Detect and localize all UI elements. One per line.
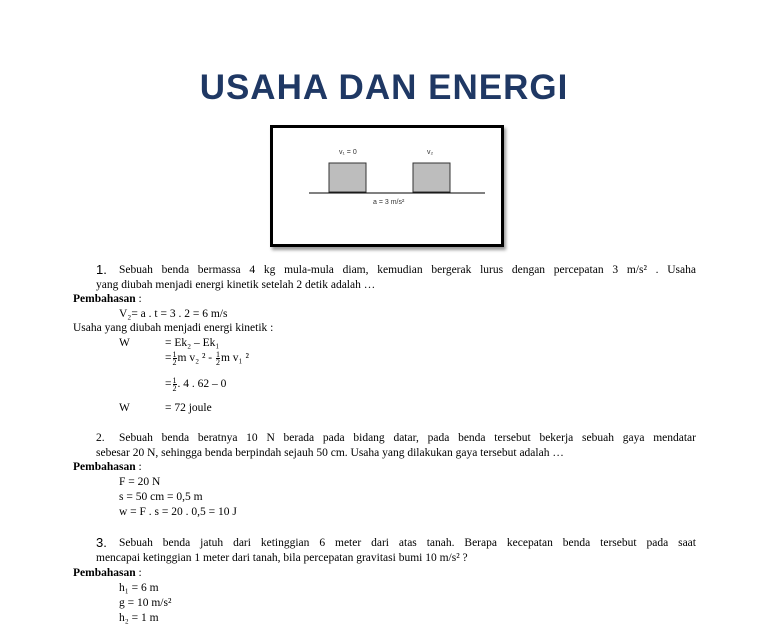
block-initial <box>329 163 366 192</box>
problem-2-f: F = 20 N <box>119 476 161 488</box>
problem-2-s: s = 50 cm = 0,5 m <box>119 491 203 503</box>
problem-2-line-1: Sebuah benda beratnya 10 N berada pada bidang datar, pada benda tersebut bekerja sebuah gaya mendatar <box>119 432 696 444</box>
eq-sign: = <box>165 352 172 365</box>
problem-3-h2: h₂ = 1 m <box>119 612 159 624</box>
w-eq-2 <box>165 351 249 366</box>
v2-label: v₂ <box>427 149 434 156</box>
acceleration-label: a = 3 m/s² <box>373 199 405 206</box>
frac-num: 1 <box>172 376 177 385</box>
problem-1-number: 1. <box>96 262 107 277</box>
problem-1-line-1: Sebuah benda bermassa 4 kg mula-mula diam, kemudian bergerak lurus dengan percepatan 3 m/s² . Usaha <box>119 264 696 276</box>
colon: : <box>138 567 142 579</box>
motion-diagram <box>270 125 504 247</box>
frac-den: 2 <box>215 358 220 367</box>
problem-2-heading <box>73 460 142 474</box>
problem-3-g: g = 10 m/s² <box>119 597 172 609</box>
block-final <box>413 163 450 192</box>
heading-text: Pembahasan <box>73 293 136 305</box>
w-eq-2b-text: m v₁ ² <box>220 352 249 365</box>
frac-den: 2 <box>172 358 177 367</box>
problem-3-number: 3. <box>96 535 107 550</box>
page-title: USAHA DAN ENERGI <box>199 68 569 107</box>
fraction-half <box>216 351 220 366</box>
problem-1-heading <box>73 292 142 306</box>
colon: : <box>138 461 142 473</box>
heading-text: Pembahasan <box>73 567 136 579</box>
frac-num: 1 <box>215 350 220 359</box>
frac-den: 2 <box>172 384 177 393</box>
w-label-1: W <box>119 337 130 349</box>
w-eq-4: = 72 joule <box>165 402 212 414</box>
problem-1-line-2: yang diubah menjadi energi kinetik setelah 2 detik adalah … <box>96 279 376 291</box>
v1-label: v₁ = 0 <box>339 149 357 156</box>
frac-num: 1 <box>172 350 177 359</box>
fraction-half <box>173 377 177 392</box>
eq-sign: = <box>165 378 172 391</box>
problem-3-heading <box>73 566 142 580</box>
colon: : <box>138 293 142 305</box>
w-eq-3 <box>165 377 226 392</box>
diagram-svg <box>273 128 501 244</box>
problem-3-line-1: Sebuah benda jatuh dari ketinggian 6 meter dari atas tanah. Berapa kecepatan benda tersebut pada saat <box>119 537 696 549</box>
problem-2-number: 2. <box>96 432 105 444</box>
fraction-half <box>173 351 177 366</box>
problem-1-v2: V₂= a . t = 3 . 2 = 6 m/s <box>119 308 228 320</box>
problem-3-line-2: mencapai ketinggian 1 meter dari tanah, bila percepatan gravitasi bumi 10 m/s² ? <box>96 552 468 564</box>
heading-text: Pembahasan <box>73 461 136 473</box>
problem-3-h1: h₁ = 6 m <box>119 582 159 594</box>
w-label-2: W <box>119 402 130 414</box>
problem-1-usaha-label: Usaha yang diubah menjadi energi kinetik : <box>73 322 274 334</box>
w-eq-3-text: . 4 . 62 – 0 <box>177 378 227 391</box>
problem-2-line-2: sebesar 20 N, sehingga benda berpindah sejauh 50 cm. Usaha yang dilakukan gaya tersebut adalah … <box>96 447 564 459</box>
problem-2-w: w = F . s = 20 . 0,5 = 10 J <box>119 506 237 518</box>
w-eq-2-text: m v₂ ² - <box>177 352 213 365</box>
w-eq-1: = Ek₂ – Ek₁ <box>165 337 220 349</box>
